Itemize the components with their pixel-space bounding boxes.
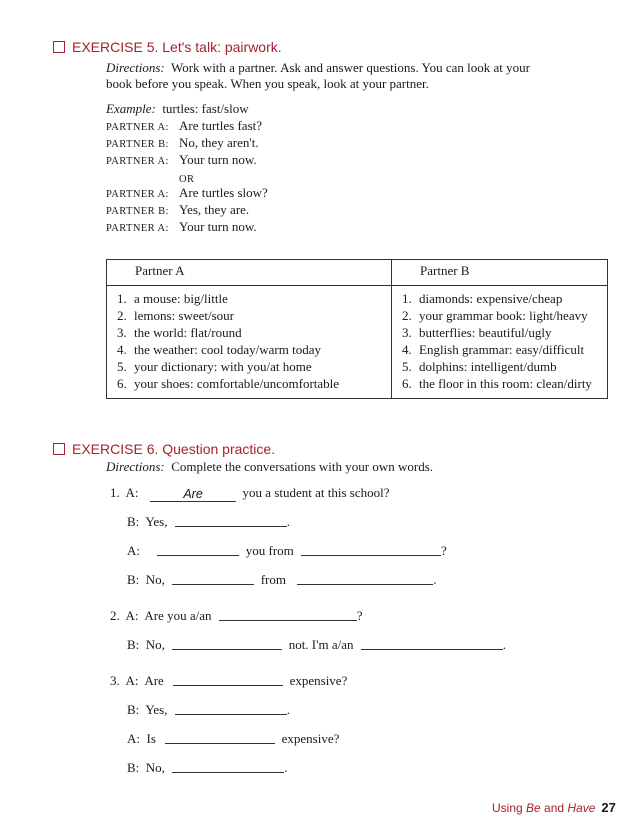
example-line: Example: turtles: fast/slow xyxy=(106,101,249,116)
answer-blank[interactable] xyxy=(175,702,287,715)
answer-blank[interactable] xyxy=(175,514,287,527)
dialogue-line: PARTNER A: Are turtles fast? xyxy=(106,118,263,133)
list-item: 4. the weather: cool today/warm today xyxy=(117,342,321,357)
answer-blank[interactable] xyxy=(297,572,433,585)
dialogue-line: PARTNER A: Your turn now. xyxy=(106,219,257,234)
q3-line-b2: B: No, . xyxy=(127,760,288,775)
answer-blank[interactable] xyxy=(165,731,275,744)
dialogue-line: PARTNER A: Your turn now. xyxy=(106,152,257,167)
answer-blank[interactable] xyxy=(219,608,357,621)
dialogue-or: OR xyxy=(179,174,195,185)
checkbox-icon[interactable] xyxy=(53,443,65,455)
partner-b-list xyxy=(392,286,608,399)
answer-blank[interactable] xyxy=(172,760,284,773)
list-item: 5. dolphins: intelligent/dumb xyxy=(402,359,557,374)
table-header-row xyxy=(107,260,608,286)
page-footer: Using Be and Have 27 xyxy=(492,800,616,815)
list-item: 2. lemons: sweet/sour xyxy=(117,308,235,323)
list-item: 1. a mouse: big/little xyxy=(117,291,228,306)
q2-line-a: 2. A: Are you a/an ? xyxy=(110,608,363,623)
q3-line-a2: A: Is expensive? xyxy=(127,731,340,746)
answer-blank[interactable] xyxy=(173,673,283,686)
q1-line-a2: A: you from ? xyxy=(127,543,447,558)
exercise-5-directions: Directions: Work with a partner. Ask and answer questions. You can look at your book before you speak. When you speak, look at your partner. xyxy=(106,60,530,91)
list-item: 3. butterflies: beautiful/ugly xyxy=(402,325,552,340)
list-item: 6. your shoes: comfortable/uncomfortable xyxy=(117,376,340,391)
answer-blank[interactable] xyxy=(301,543,441,556)
list-item: 1. diamonds: expensive/cheap xyxy=(402,291,563,306)
q3-line-a1: 3. A: Are expensive? xyxy=(110,673,348,688)
dialogue-line: PARTNER A: Are turtles slow? xyxy=(106,185,268,200)
dialogue-line: PARTNER B: No, they aren't. xyxy=(106,135,259,150)
exercise-5-title: EXERCISE 5. Let's talk: pairwork. xyxy=(53,39,282,55)
answer-blank[interactable] xyxy=(172,572,254,585)
list-item: 2. your grammar book: light/heavy xyxy=(402,308,588,323)
exercise-6-directions: Directions: Complete the conversations with your own words. xyxy=(106,459,433,474)
answer-blank[interactable] xyxy=(361,637,503,650)
exercise-6-title: EXERCISE 6. Question practice. xyxy=(53,441,275,457)
answer-field-filled[interactable]: Are xyxy=(150,488,236,502)
page-number: 27 xyxy=(601,800,616,815)
list-item: 5. your dictionary: with you/at home xyxy=(117,359,312,374)
header-partner-b: Partner B xyxy=(392,260,608,286)
partner-table xyxy=(106,259,608,399)
q1-line-b2: B: No, from . xyxy=(127,572,437,587)
q3-line-b1: B: Yes, . xyxy=(127,702,290,717)
answer-blank[interactable] xyxy=(172,637,282,650)
header-partner-a: Partner A xyxy=(107,260,392,286)
q1-line-b1: B: Yes, . xyxy=(127,514,290,529)
list-item: 3. the world: flat/round xyxy=(117,325,242,340)
q1-line-a1: 1. A: Are you a student at this school? xyxy=(110,485,390,501)
list-item: 4. English grammar: easy/difficult xyxy=(402,342,585,357)
dialogue-line: PARTNER B: Yes, they are. xyxy=(106,202,250,217)
q2-line-b: B: No, not. I'm a/an . xyxy=(127,637,506,652)
list-item: 6. the floor in this room: clean/dirty xyxy=(402,376,592,391)
checkbox-icon[interactable] xyxy=(53,41,65,53)
answer-blank[interactable] xyxy=(157,543,239,556)
table-body-row xyxy=(107,286,608,399)
partner-a-list xyxy=(107,286,392,399)
